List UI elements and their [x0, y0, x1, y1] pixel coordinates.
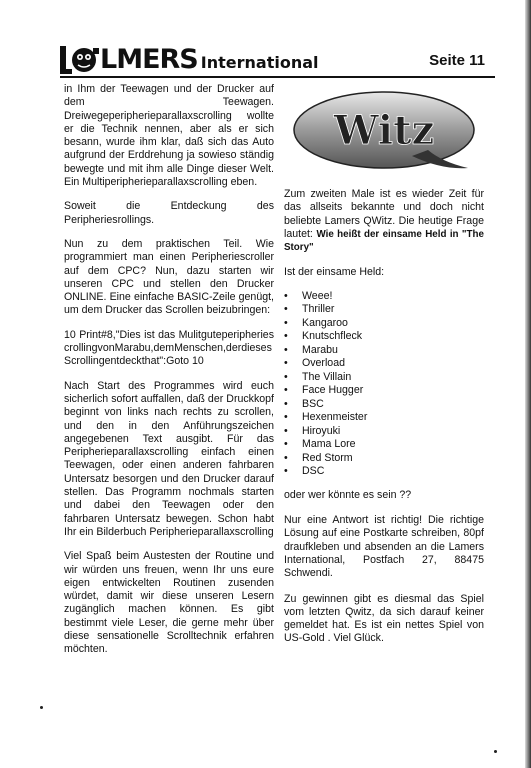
page-number: Seite 11 [429, 52, 485, 69]
scan-speck [40, 706, 43, 709]
list-item: • DSC [284, 465, 484, 479]
qwitz-logo [292, 90, 476, 172]
lamers-mascot-icon [60, 46, 100, 74]
list-title: Ist der einsame Held: [284, 266, 385, 279]
list-item: • BSC [284, 398, 484, 412]
logo-international-text: International [200, 53, 319, 72]
list-item: • Kangaroo [284, 317, 484, 331]
list-item: • Face Hugger [284, 384, 484, 398]
list-item: • Knutschfleck [284, 330, 484, 344]
list-item: • Weee! [284, 290, 484, 304]
lamers-logo [60, 44, 318, 74]
answer-options-list [284, 290, 484, 479]
list-item: • Overload [284, 357, 484, 371]
prize-info: Zu gewinnen gibt es diesmal das Spiel vom letzten Qwitz, da sich darauf keiner gemeldet hat. Es ist ein nettes Spiel von US-Gold . Viel Glück. [284, 592, 484, 645]
answer-info: Nur eine Antwort ist richtig! Die richtige Lösung auf eine Postkarte schreiben, 80pf draufkleben und absenden an die Lamers International, Postfach 27, 88475 Schwendi. [284, 514, 484, 580]
or-who-text: oder wer könnte es sein ?? [284, 488, 412, 501]
qwitz-intro-text: Zum zweiten Male ist es wieder Zeit für das allseits bekannte und doch nicht beliebte Lamers QWitz. Die heutige Frage lautet: [284, 188, 484, 240]
list-item: • Red Storm [284, 452, 484, 466]
page-edge-shadow [525, 0, 531, 768]
list-item: • Thriller [284, 303, 484, 317]
header-rule [60, 76, 495, 78]
scan-speck [494, 750, 497, 753]
basic-code-line: 10 Print#8,"Dies ist das MulitguteperipheriescrollingvonMarabu,demMenschen,derdiesesScrollingentdeckthat":Goto 10 [64, 328, 274, 368]
logo-main-text: LMERS [100, 44, 198, 75]
left-column [64, 83, 274, 668]
left-paragraph-3: Nun zu dem praktischen Teil. Wie programmiert man einen Peripheriescroller auf dem CPC? Nun, dazu starten wir unseren CPC und stellen den Drucker ONLINE. Eine einfache BASIC-Zeile genügt, um dem Drucker das Scrollen beizubringen: [64, 237, 274, 317]
left-paragraph-1: in Ihm der Teewagen und der Drucker auf dem Teewagen. Dreiwegeperipherieparallaxscrolling wollte er die Technik nennen, aber als er sich besann, wurde ihm klar, daß sich das Auto aufgrund der Erddrehung ja sowieso ständig bewegte und mit ihm alle Dinge dieser Welt. Ein Multiperipherieparallaxscrolling eben. [64, 83, 274, 189]
list-item: • Hexenmeister [284, 411, 484, 425]
left-paragraph-6: Viel Spaß beim Austesten der Routine und wir würden uns freuen, wenn Ihr uns eure eigen entwickelten Routinen zusenden würdet, damit wir diese unseren Lesern zugänglich machen können. Es gibt bestimmt viele Leser, die gerne mehr über diese sensationelle Scrolltechnik erfahren möchten. [64, 550, 274, 656]
page-header [60, 44, 495, 78]
list-item: • Hiroyuki [284, 425, 484, 439]
list-item: • The Villain [284, 371, 484, 385]
list-item: • Marabu [284, 344, 484, 358]
left-paragraph-2: Soweit die Entdeckung des Peripheriesrollings. [64, 200, 274, 226]
list-item: • Mama Lore [284, 438, 484, 452]
qwitz-question: Wie heißt der einsame Held in "The Story" [284, 228, 484, 254]
left-paragraph-5: Nach Start des Programmes wird euch sicherlich sofort auffallen, daß der Druckkopf beginnt von links nach rechts zu scrollen, und den in den Anführungszeichen angegebenen Text ausgibt. Für das Peripherieparallaxscrolling einfach einen Teewagen, oder einen anderen fahrbaren Untersatz besorgen und den Drucker darauf stellen. Das Programm nochmals starten und dabei den Teewagen oder den fahrbaren Untersatz bewegen. Schon habt Ihr ein Bilderbuch Peripherieparallaxscrolling [64, 379, 274, 538]
right-column [284, 188, 484, 658]
qwitz-logo-text: Witz [333, 107, 435, 154]
qwitz-intro [284, 188, 484, 254]
